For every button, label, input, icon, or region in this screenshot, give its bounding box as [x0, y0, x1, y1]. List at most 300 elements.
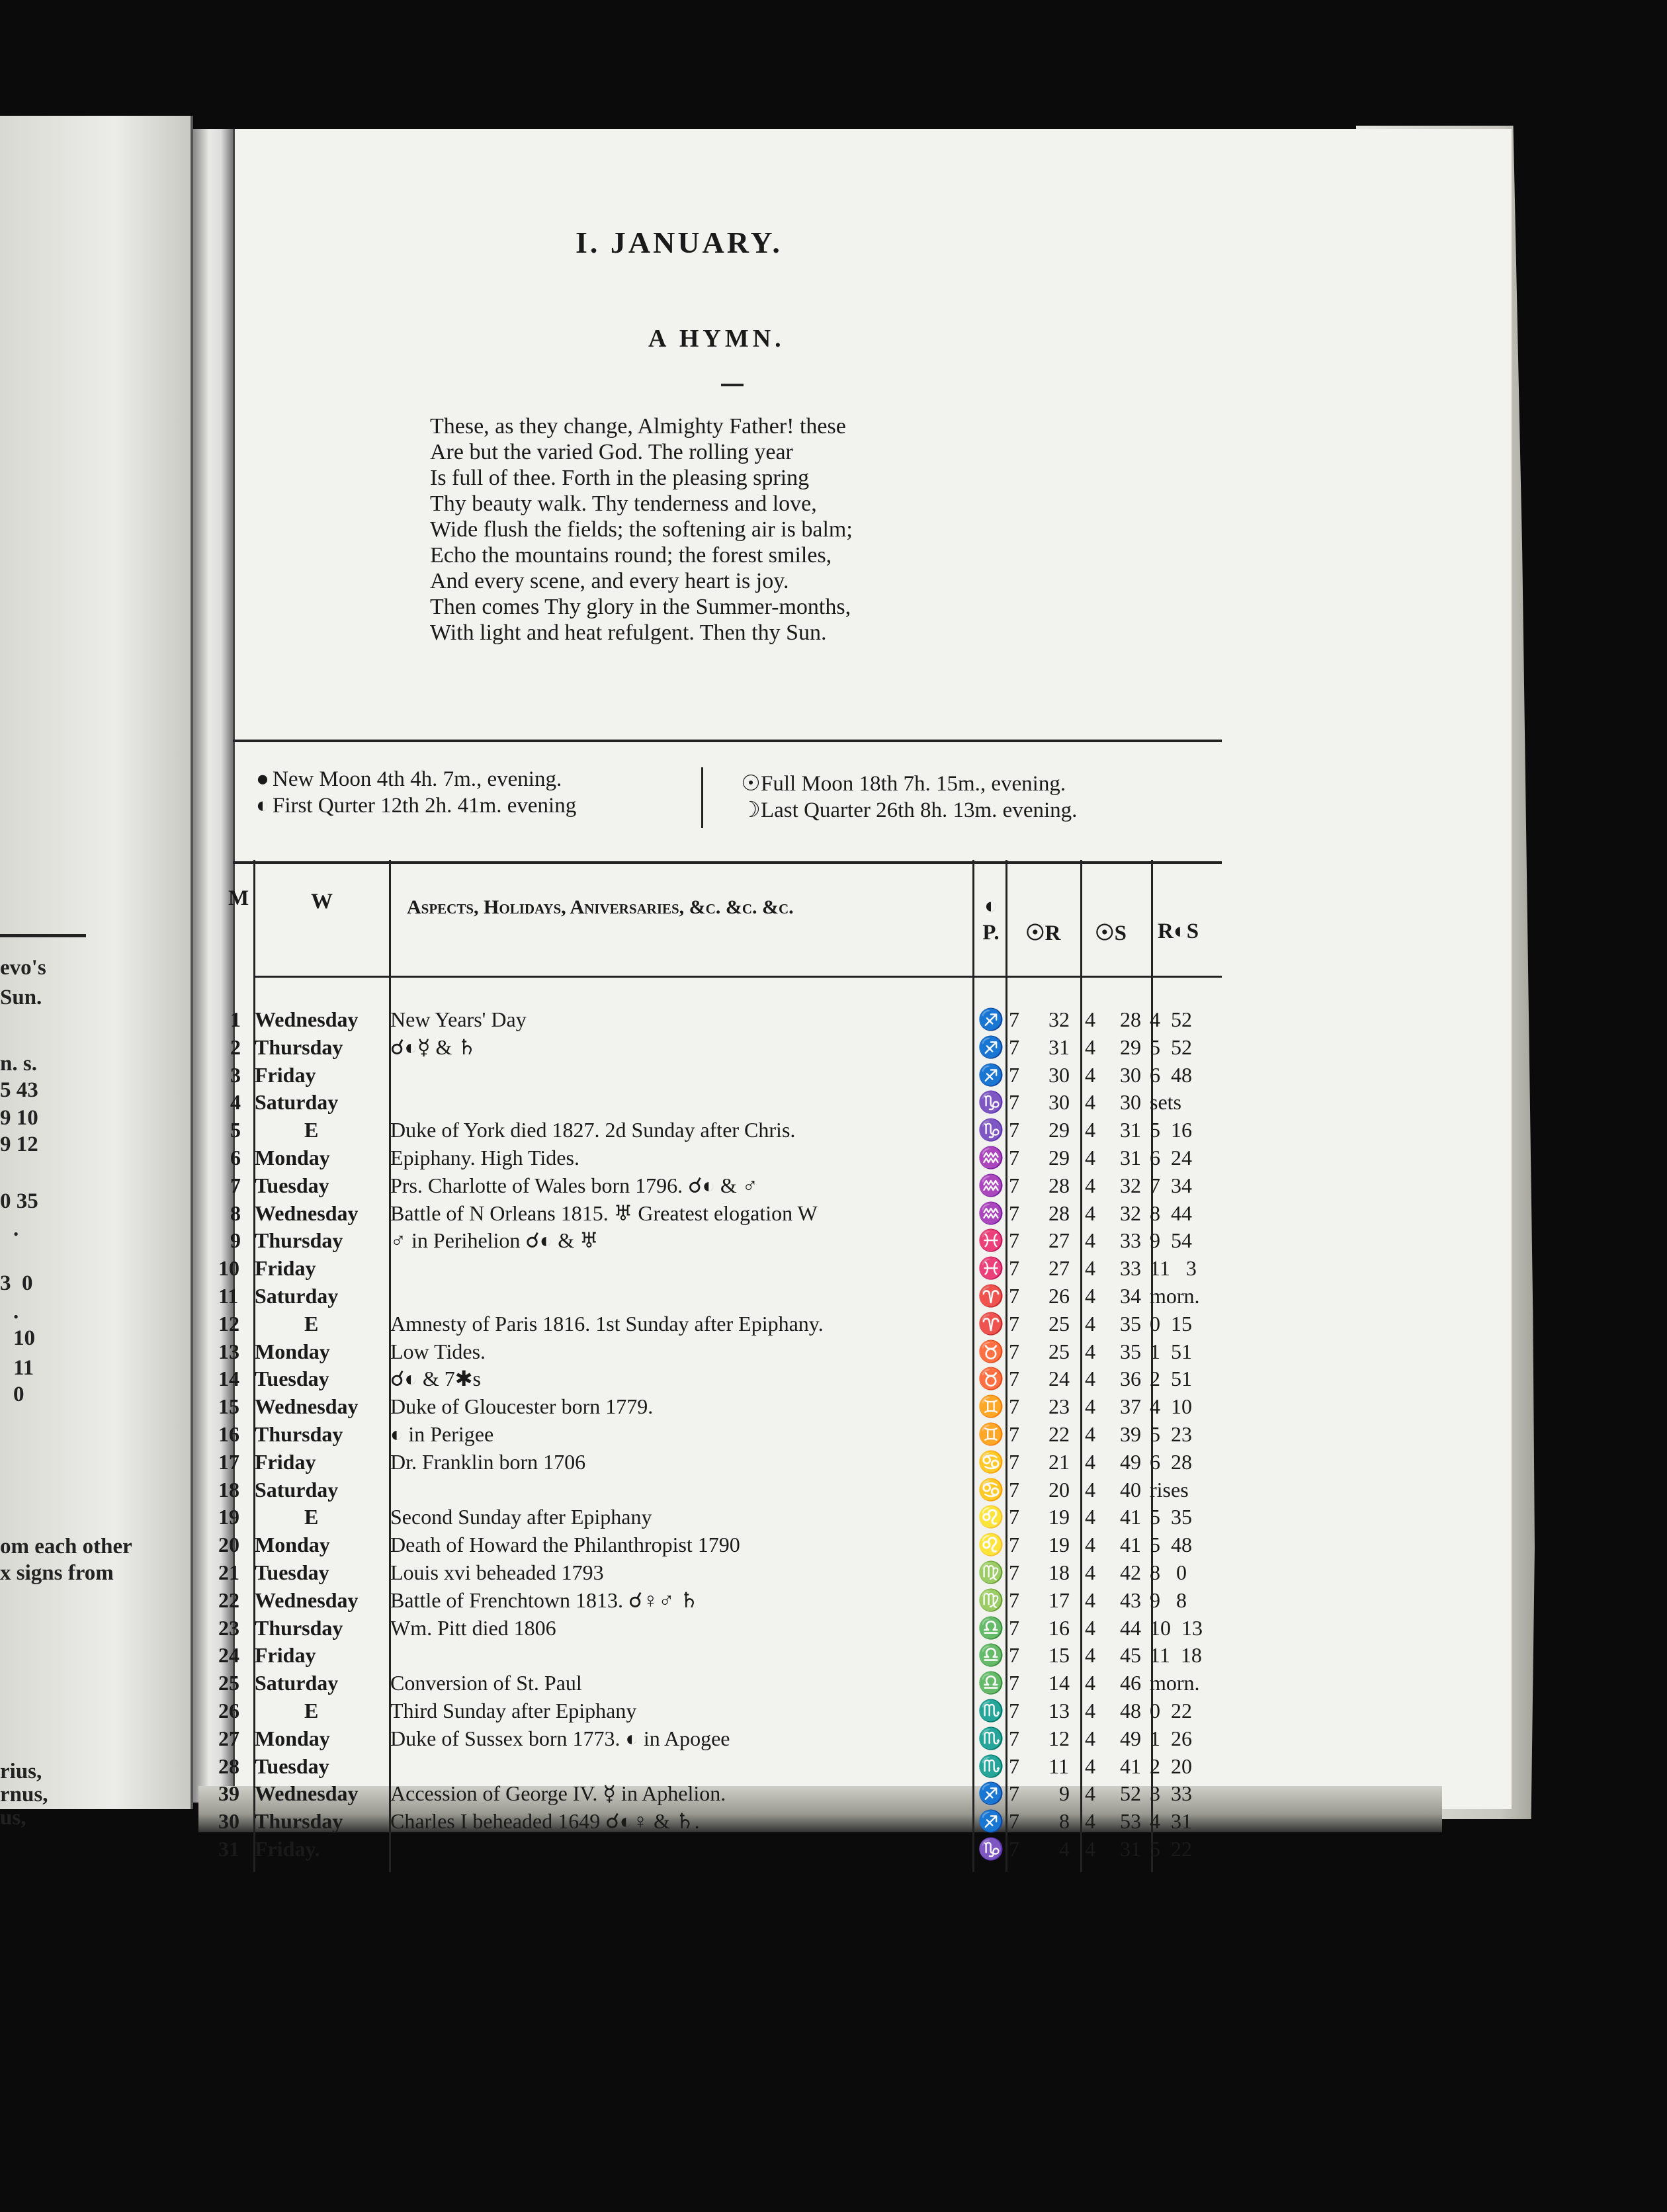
moon-phase-name: New Moon 4th — [273, 767, 405, 791]
aspect-note: ☌◐ & 7✱s — [390, 1367, 481, 1390]
day-number: 1 — [230, 1007, 241, 1031]
phases-divider — [701, 767, 703, 828]
moon-phase-icon: ● — [256, 767, 269, 791]
moon-phase-name: Last Quarter 26th — [761, 798, 915, 822]
sun-rise-minute: 29 — [1048, 1146, 1070, 1170]
moon-phases-left — [253, 766, 576, 819]
sun-set-minute: 37 — [1120, 1394, 1141, 1418]
weekday: Tuesday — [255, 1560, 329, 1584]
moon-rise-set: 1 51 — [1150, 1340, 1192, 1363]
sun-rise-minute: 25 — [1048, 1312, 1070, 1336]
sun-set-hour: 4 — [1085, 1837, 1095, 1861]
moon-rise-set: 11 18 — [1150, 1643, 1202, 1667]
sun-set-minute: 39 — [1120, 1422, 1141, 1446]
zodiac-sign: ♒ — [978, 1146, 1004, 1170]
hymn-verse — [430, 413, 853, 646]
sun-set-hour: 4 — [1085, 1671, 1095, 1695]
day-number: 19 — [218, 1505, 239, 1529]
left-page-fragment: 0 — [13, 1382, 24, 1406]
sun-set-minute: 41 — [1120, 1505, 1141, 1529]
sun-set-minute: 33 — [1120, 1256, 1141, 1280]
moon-rise-set: 7 34 — [1150, 1173, 1192, 1197]
sun-rise-hour: 7 — [1009, 1118, 1019, 1142]
sun-rise-minute: 19 — [1048, 1533, 1070, 1556]
moon-rise-set: 6 24 — [1150, 1146, 1192, 1170]
sun-rise-hour: 7 — [1009, 1754, 1019, 1778]
aspect-note: Dr. Franklin born 1706 — [390, 1450, 586, 1474]
day-number: 13 — [218, 1340, 239, 1363]
moon-rise-set: rises — [1150, 1478, 1189, 1502]
weekday: Wednesday — [255, 1588, 359, 1612]
weekday: Saturday — [255, 1090, 339, 1114]
left-page-fragment: Sun. — [0, 986, 42, 1009]
sun-set-minute: 46 — [1120, 1671, 1141, 1695]
sun-rise-hour: 7 — [1009, 1007, 1019, 1031]
day-number: 21 — [218, 1560, 239, 1584]
zodiac-sign: ♑ — [978, 1090, 1004, 1114]
sun-rise-minute: 17 — [1048, 1588, 1070, 1612]
day-number: 15 — [218, 1394, 239, 1418]
sun-set-hour: 4 — [1085, 1450, 1095, 1474]
zodiac-sign: ♐ — [978, 1781, 1004, 1805]
zodiac-sign: ♋ — [978, 1450, 1004, 1474]
table-column-rule — [1005, 860, 1007, 1872]
day-number: 26 — [218, 1699, 239, 1723]
aspect-note: Duke of York died 1827. 2d Sunday after Chris. — [390, 1118, 796, 1142]
moon-rise-set: 5 23 — [1150, 1422, 1192, 1446]
page-bottom-edge — [198, 1786, 1442, 1832]
weekday: Wednesday — [255, 1007, 359, 1031]
weekday: Tuesday — [255, 1173, 329, 1197]
left-page-fragment: . — [13, 1300, 19, 1324]
zodiac-sign: ♉ — [978, 1367, 1004, 1390]
col-header-m: M — [228, 886, 249, 910]
moon-rise-set: 3 33 — [1150, 1781, 1192, 1805]
sun-set-hour: 4 — [1085, 1090, 1095, 1114]
sun-rise-minute: 21 — [1048, 1450, 1070, 1474]
col-header-sun-sets: ☉S — [1095, 921, 1127, 945]
weekday: Wednesday — [255, 1781, 359, 1805]
sun-set-hour: 4 — [1085, 1035, 1095, 1059]
sun-set-hour: 4 — [1085, 1340, 1095, 1363]
zodiac-sign: ♍ — [978, 1588, 1004, 1612]
sun-set-minute: 49 — [1120, 1726, 1141, 1750]
sun-rise-hour: 7 — [1009, 1422, 1019, 1446]
sun-rise-minute: 9 — [1059, 1781, 1070, 1805]
sun-rise-hour: 7 — [1009, 1090, 1019, 1114]
weekday: Friday. — [255, 1837, 320, 1861]
sun-rise-minute: 32 — [1048, 1007, 1070, 1031]
hymn-line: Echo the mountains round; the forest smiles, — [430, 543, 832, 568]
zodiac-sign: ♌ — [978, 1505, 1004, 1529]
moon-rise-set: 5 52 — [1150, 1035, 1192, 1059]
aspect-note: Second Sunday after Epiphany — [390, 1505, 652, 1529]
aspect-note: New Years' Day — [390, 1007, 527, 1031]
moon-rise-set: 6 28 — [1150, 1450, 1192, 1474]
left-page-fragment: n. s. — [0, 1052, 37, 1076]
sun-rise-hour: 7 — [1009, 1478, 1019, 1502]
sun-set-minute: 28 — [1120, 1007, 1141, 1031]
sun-rise-minute: 14 — [1048, 1671, 1070, 1695]
aspect-note: Third Sunday after Epiphany — [390, 1699, 637, 1723]
left-page-fragment: x signs from — [0, 1561, 114, 1585]
sun-set-hour: 4 — [1085, 1643, 1095, 1667]
left-page-fragment: 11 — [13, 1356, 34, 1380]
day-number: 17 — [218, 1450, 239, 1474]
weekday: Monday — [255, 1533, 330, 1556]
aspect-note: Conversion of St. Paul — [390, 1671, 582, 1695]
table-column-rule — [1080, 860, 1082, 1872]
weekday: Saturday — [255, 1284, 339, 1308]
sun-set-minute: 35 — [1120, 1312, 1141, 1336]
sun-set-hour: 4 — [1085, 1228, 1095, 1252]
weekday: Wednesday — [255, 1201, 359, 1225]
sun-set-hour: 4 — [1085, 1754, 1095, 1778]
zodiac-sign: ♈ — [978, 1312, 1004, 1336]
sun-rise-minute: 30 — [1048, 1090, 1070, 1114]
day-number: 18 — [218, 1478, 239, 1502]
sun-rise-minute: 13 — [1048, 1699, 1070, 1723]
zodiac-sign: ♒ — [978, 1173, 1004, 1197]
sun-set-hour: 4 — [1085, 1146, 1095, 1170]
aspect-note: Death of Howard the Philanthropist 1790 — [390, 1533, 740, 1556]
moon-rise-set: morn. — [1150, 1284, 1200, 1308]
sun-set-minute: 31 — [1120, 1837, 1141, 1861]
day-number: 2 — [230, 1035, 241, 1059]
sun-set-hour: 4 — [1085, 1505, 1095, 1529]
day-number: 11 — [218, 1284, 239, 1308]
sun-rise-hour: 7 — [1009, 1394, 1019, 1418]
weekday: Monday — [255, 1340, 330, 1363]
weekday: Friday — [255, 1643, 316, 1667]
sun-set-hour: 4 — [1085, 1367, 1095, 1390]
table-header-rule — [253, 976, 1222, 978]
moon-rise-set: 9 8 — [1150, 1588, 1187, 1612]
sun-set-minute: 41 — [1120, 1754, 1141, 1778]
sun-set-minute: 29 — [1120, 1035, 1141, 1059]
sun-set-minute: 40 — [1120, 1478, 1141, 1502]
weekday: Thursday — [255, 1035, 343, 1059]
weekday: E — [304, 1118, 319, 1142]
moon-rise-set: 2 51 — [1150, 1367, 1192, 1390]
sun-set-hour: 4 — [1085, 1312, 1095, 1336]
sun-rise-hour: 7 — [1009, 1256, 1019, 1280]
sun-rise-minute: 15 — [1048, 1643, 1070, 1667]
hymn-line: With light and heat refulgent. Then thy Sun. — [430, 620, 827, 645]
sun-rise-hour: 7 — [1009, 1173, 1019, 1197]
moon-phase-icon: ☉ — [741, 772, 761, 796]
sun-rise-minute: 27 — [1048, 1228, 1070, 1252]
moon-rise-set: 4 52 — [1150, 1007, 1192, 1031]
sun-set-hour: 4 — [1085, 1422, 1095, 1446]
sun-set-minute: 31 — [1120, 1118, 1141, 1142]
weekday: Thursday — [255, 1616, 343, 1640]
col-header-moon-place: ◐ P. — [982, 894, 1000, 945]
sun-rise-minute: 20 — [1048, 1478, 1070, 1502]
left-page-fragment: 0 35 — [0, 1189, 38, 1213]
left-page-fragment: rnus, — [0, 1783, 48, 1807]
left-page-fragment: 5 43 — [0, 1078, 38, 1102]
moon-rise-set: 8 0 — [1150, 1560, 1187, 1584]
sun-rise-hour: 7 — [1009, 1284, 1019, 1308]
hymn-title-dash — [721, 384, 744, 386]
aspect-note: Low Tides. — [390, 1340, 486, 1363]
sun-set-minute: 49 — [1120, 1450, 1141, 1474]
day-number: 28 — [218, 1754, 239, 1778]
zodiac-sign: ♋ — [978, 1478, 1004, 1502]
sun-set-minute: 32 — [1120, 1173, 1141, 1197]
sun-set-minute: 31 — [1120, 1146, 1141, 1170]
sun-set-hour: 4 — [1085, 1063, 1095, 1087]
zodiac-sign: ♏ — [978, 1699, 1004, 1723]
zodiac-sign: ♒ — [978, 1201, 1004, 1225]
sun-rise-hour: 7 — [1009, 1560, 1019, 1584]
sun-rise-minute: 28 — [1048, 1173, 1070, 1197]
moon-rise-set: 5 22 — [1150, 1837, 1192, 1861]
sun-rise-minute: 22 — [1048, 1422, 1070, 1446]
weekday: Monday — [255, 1726, 330, 1750]
left-page-fragment: 9 12 — [0, 1132, 38, 1156]
aspect-note: Epiphany. High Tides. — [390, 1146, 579, 1170]
sun-rise-hour: 7 — [1009, 1699, 1019, 1723]
moon-phase-name: First Qurter 12th — [273, 794, 419, 818]
day-number: 30 — [218, 1809, 239, 1833]
sun-set-hour: 4 — [1085, 1173, 1095, 1197]
zodiac-sign: ♐ — [978, 1035, 1004, 1059]
sun-rise-hour: 7 — [1009, 1837, 1019, 1861]
day-number: 20 — [218, 1533, 239, 1556]
sun-set-minute: 41 — [1120, 1533, 1141, 1556]
sun-set-hour: 4 — [1085, 1699, 1095, 1723]
col-header-sun-rises: ☉R — [1025, 921, 1061, 945]
zodiac-sign: ♎ — [978, 1643, 1004, 1667]
day-number: 25 — [218, 1671, 239, 1695]
sun-rise-hour: 7 — [1009, 1643, 1019, 1667]
left-page-fragment: evo's — [0, 956, 46, 980]
moon-rise-set: 4 10 — [1150, 1394, 1192, 1418]
day-number: 9 — [230, 1228, 241, 1252]
sun-rise-hour: 7 — [1009, 1228, 1019, 1252]
zodiac-sign: ♎ — [978, 1671, 1004, 1695]
left-page-fragment: 9 10 — [0, 1106, 38, 1130]
day-number: 7 — [230, 1173, 241, 1197]
day-number: 16 — [218, 1422, 239, 1446]
sun-set-hour: 4 — [1085, 1781, 1095, 1805]
moon-phase-line — [741, 797, 1077, 824]
zodiac-sign: ♐ — [978, 1809, 1004, 1833]
day-number: 10 — [218, 1256, 239, 1280]
sun-set-minute: 53 — [1120, 1809, 1141, 1833]
left-page-rule — [0, 934, 86, 937]
left-page-fragment: . — [13, 1217, 19, 1241]
moon-rise-set: 1 26 — [1150, 1726, 1192, 1750]
sun-rise-minute: 31 — [1048, 1035, 1070, 1059]
zodiac-sign: ♓ — [978, 1228, 1004, 1252]
sun-rise-minute: 19 — [1048, 1505, 1070, 1529]
aspect-note: Battle of N Orleans 1815. ♅ Greatest elogation W — [390, 1201, 818, 1225]
day-number: 39 — [218, 1781, 239, 1805]
weekday: E — [304, 1699, 319, 1723]
sun-set-hour: 4 — [1085, 1616, 1095, 1640]
weekday: Thursday — [255, 1228, 343, 1252]
moon-rise-set: 5 35 — [1150, 1505, 1192, 1529]
sun-set-hour: 4 — [1085, 1201, 1095, 1225]
aspect-note: Battle of Frenchtown 1813. ☌♀♂ ♄ — [390, 1588, 699, 1612]
rule-above-phases — [233, 740, 1222, 742]
sun-rise-hour: 7 — [1009, 1533, 1019, 1556]
aspect-note: Duke of Gloucester born 1779. — [390, 1394, 654, 1418]
zodiac-sign: ♊ — [978, 1422, 1004, 1446]
moon-rise-set: 5 48 — [1150, 1533, 1192, 1556]
sun-rise-minute: 16 — [1048, 1616, 1070, 1640]
moon-phase-icon: ◐ — [256, 794, 269, 818]
col-header-moon-rises-sets: R◐S — [1158, 919, 1199, 943]
day-number: 4 — [230, 1090, 241, 1114]
weekday: Tuesday — [255, 1367, 329, 1390]
sun-set-hour: 4 — [1085, 1588, 1095, 1612]
moon-rise-set: 6 48 — [1150, 1063, 1192, 1087]
weekday: Friday — [255, 1063, 316, 1087]
sun-set-hour: 4 — [1085, 1118, 1095, 1142]
zodiac-sign: ♌ — [978, 1533, 1004, 1556]
sun-set-hour: 4 — [1085, 1007, 1095, 1031]
moon-rise-set: 9 54 — [1150, 1228, 1192, 1252]
weekday: E — [304, 1505, 319, 1529]
sun-rise-hour: 7 — [1009, 1146, 1019, 1170]
sun-set-minute: 42 — [1120, 1560, 1141, 1584]
aspect-note: Charles I beheaded 1649 ☌◐♀ & ♄. — [390, 1809, 700, 1833]
sun-rise-hour: 7 — [1009, 1726, 1019, 1750]
sun-rise-hour: 7 — [1009, 1781, 1019, 1805]
day-number: 6 — [230, 1146, 241, 1170]
zodiac-sign: ♉ — [978, 1340, 1004, 1363]
moon-rise-set: 8 44 — [1150, 1201, 1192, 1225]
day-number: 27 — [218, 1726, 239, 1750]
sun-rise-minute: 25 — [1048, 1340, 1070, 1363]
sun-set-minute: 52 — [1120, 1781, 1141, 1805]
day-number: 12 — [218, 1312, 239, 1336]
hymn-line: Thy beauty walk. Thy tenderness and love, — [430, 491, 817, 516]
month-title: I. JANUARY. — [576, 226, 783, 259]
aspect-note: Duke of Sussex born 1773. ◐ in Apogee — [390, 1726, 730, 1750]
sun-set-minute: 30 — [1120, 1090, 1141, 1114]
aspect-note: Accession of George IV. ☿ in Aphelion. — [390, 1781, 726, 1805]
sun-rise-minute: 26 — [1048, 1284, 1070, 1308]
moon-phases-right — [741, 771, 1077, 824]
sun-set-minute: 33 — [1120, 1228, 1141, 1252]
zodiac-sign: ♐ — [978, 1063, 1004, 1087]
sun-rise-minute: 4 — [1059, 1837, 1070, 1861]
day-number: 31 — [218, 1837, 239, 1861]
rule-above-table — [233, 861, 1222, 864]
weekday: Wednesday — [255, 1394, 359, 1418]
zodiac-sign: ♑ — [978, 1837, 1004, 1861]
sun-set-hour: 4 — [1085, 1533, 1095, 1556]
sun-set-minute: 48 — [1120, 1699, 1141, 1723]
sun-rise-hour: 7 — [1009, 1035, 1019, 1059]
moon-rise-set: 0 15 — [1150, 1312, 1192, 1336]
aspect-note: Wm. Pitt died 1806 — [390, 1616, 556, 1640]
moon-phase-line — [253, 766, 576, 792]
zodiac-sign: ♏ — [978, 1754, 1004, 1778]
sun-rise-minute: 27 — [1048, 1256, 1070, 1280]
sun-set-hour: 4 — [1085, 1284, 1095, 1308]
sun-set-hour: 4 — [1085, 1256, 1095, 1280]
sun-rise-hour: 7 — [1009, 1201, 1019, 1225]
sun-set-minute: 45 — [1120, 1643, 1141, 1667]
sun-rise-hour: 7 — [1009, 1616, 1019, 1640]
day-number: 24 — [218, 1643, 239, 1667]
sun-rise-hour: 7 — [1009, 1505, 1019, 1529]
aspect-note: ☌◐☿ & ♄ — [390, 1035, 477, 1059]
hymn-line: And every scene, and every heart is joy. — [430, 569, 789, 593]
sun-set-minute: 43 — [1120, 1588, 1141, 1612]
sun-rise-minute: 8 — [1059, 1809, 1070, 1833]
sun-set-hour: 4 — [1085, 1560, 1095, 1584]
zodiac-sign: ♓ — [978, 1256, 1004, 1280]
table-column-rule — [972, 860, 974, 1872]
moon-rise-set: sets — [1150, 1090, 1181, 1114]
day-number: 8 — [230, 1201, 241, 1225]
zodiac-sign: ♑ — [978, 1118, 1004, 1142]
left-page-fragment: 10 — [13, 1326, 35, 1350]
sun-rise-minute: 30 — [1048, 1063, 1070, 1087]
sun-rise-hour: 7 — [1009, 1063, 1019, 1087]
aspect-note: Amnesty of Paris 1816. 1st Sunday after Epiphany. — [390, 1312, 824, 1336]
moon-rise-set: 0 22 — [1150, 1699, 1192, 1723]
sun-rise-minute: 12 — [1048, 1726, 1070, 1750]
sun-rise-hour: 7 — [1009, 1367, 1019, 1390]
weekday: Thursday — [255, 1422, 343, 1446]
sun-rise-minute: 23 — [1048, 1394, 1070, 1418]
moon-phase-line — [253, 792, 576, 819]
moon-phase-time: 4h. 7m., evening. — [410, 767, 562, 791]
moon-phase-line — [741, 771, 1077, 797]
day-number: 14 — [218, 1367, 239, 1390]
sun-rise-hour: 7 — [1009, 1671, 1019, 1695]
moon-phase-time: 8h. 13m. evening. — [920, 798, 1078, 822]
sun-set-minute: 35 — [1120, 1340, 1141, 1363]
hymn-line: Is full of thee. Forth in the pleasing spring — [430, 466, 810, 490]
aspect-note: ♂ in Perihelion ☌◐ & ♅ — [390, 1228, 599, 1252]
moon-rise-set: 5 16 — [1150, 1118, 1192, 1142]
zodiac-sign: ♊ — [978, 1394, 1004, 1418]
sun-rise-hour: 7 — [1009, 1340, 1019, 1363]
moon-rise-set: 10 13 — [1150, 1616, 1203, 1640]
aspect-note: Prs. Charlotte of Wales born 1796. ☌◐ & ♂ — [390, 1173, 758, 1197]
weekday: Thursday — [255, 1809, 343, 1833]
sun-rise-hour: 7 — [1009, 1312, 1019, 1336]
day-number: 3 — [230, 1063, 241, 1087]
sun-set-minute: 34 — [1120, 1284, 1141, 1308]
day-number: 22 — [218, 1588, 239, 1612]
moon-phase-icon: ☽ — [741, 798, 761, 822]
weekday: Friday — [255, 1450, 316, 1474]
sun-set-hour: 4 — [1085, 1726, 1095, 1750]
weekday: Saturday — [255, 1671, 339, 1695]
zodiac-sign: ♏ — [978, 1726, 1004, 1750]
weekday: Monday — [255, 1146, 330, 1170]
hymn-line: Are but the varied God. The rolling year — [430, 440, 793, 464]
sun-rise-minute: 28 — [1048, 1201, 1070, 1225]
left-page-fragment: us, — [0, 1806, 26, 1830]
left-page-fragment: rius, — [0, 1760, 42, 1783]
zodiac-sign: ♈ — [978, 1284, 1004, 1308]
sun-set-minute: 32 — [1120, 1201, 1141, 1225]
day-number: 23 — [218, 1616, 239, 1640]
moon-phase-time: 7h. 15m., evening. — [903, 772, 1066, 796]
weekday: Saturday — [255, 1478, 339, 1502]
